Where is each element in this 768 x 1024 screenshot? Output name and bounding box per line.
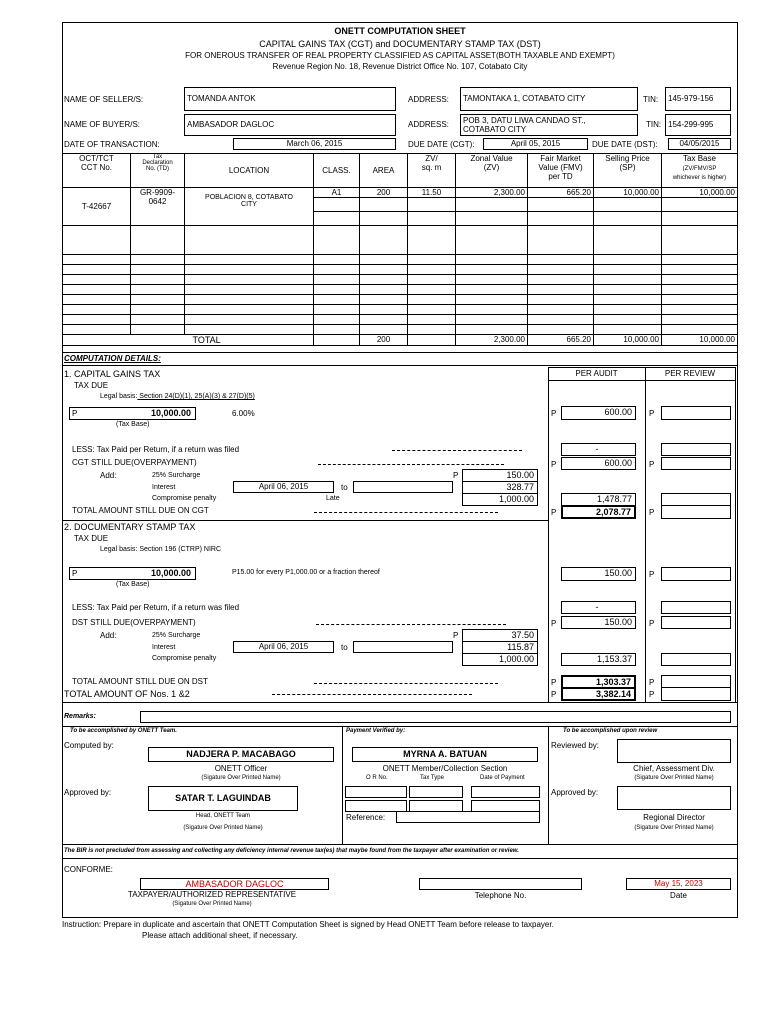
seller-label: NAME OF SELLER/S:: [64, 95, 144, 104]
cgt-total-review-field[interactable]: [661, 505, 731, 519]
cgt-section-title: 1. CAPITAL GAINS TAX: [64, 369, 161, 379]
dst-less-review-field[interactable]: [661, 601, 731, 614]
table-row: [63, 285, 738, 295]
transaction-date-field[interactable]: March 06, 2015: [233, 138, 396, 150]
peso-sign: P: [649, 678, 655, 687]
dst-surcharge-label: 25% Surcharge: [152, 632, 201, 639]
dst-add-total-field[interactable]: 1,153.37: [561, 653, 636, 666]
dst-section-title: 2. DOCUMENTARY STAMP TAX: [64, 522, 196, 532]
cgt-penalty-label: Compromise penalty: [152, 495, 217, 502]
cgt-interest-field[interactable]: 328.77: [462, 481, 538, 494]
dst-still-due-label: DST STILL DUE(OVERPAYMENT): [72, 618, 196, 627]
col-oct: OCT/TCT CCT No.: [63, 154, 131, 188]
cgt-still-due-review-field[interactable]: [661, 457, 731, 470]
divider: [62, 365, 738, 366]
divider: [548, 726, 549, 844]
divider: [62, 520, 548, 521]
grand-total-audit-field[interactable]: 3,382.14: [561, 687, 636, 701]
dst-add-review-field[interactable]: [661, 653, 731, 666]
table-row: [63, 295, 738, 305]
col-zonal-value: Zonal Value (ZV): [456, 154, 528, 188]
col-area: AREA: [360, 154, 408, 188]
peso-sign: P: [72, 409, 78, 418]
verifier-title: ONETT Member/Collection Section: [382, 764, 508, 773]
total-area: 200: [360, 335, 408, 346]
cell-location: POBLACION 8, COTABATO CITY: [185, 188, 314, 226]
cgt-add-label: Add:: [100, 471, 117, 480]
peso-sign: P: [649, 690, 655, 699]
approved-by-field[interactable]: SATAR T. LAGUINDAB: [148, 786, 298, 811]
total-zonal-value: 2,300.00: [456, 335, 528, 346]
peso-sign: P: [649, 570, 655, 579]
peso-sign: P: [551, 690, 557, 699]
dst-tax-base-field[interactable]: [69, 567, 196, 580]
peso-sign: P: [551, 409, 557, 418]
date-field[interactable]: May 15, 2023: [626, 878, 731, 890]
dst-tax-due-label: TAX DUE: [74, 534, 109, 543]
peso-sign: P: [649, 409, 655, 418]
total-label: TOTAL: [185, 335, 314, 346]
audit-col-left: [548, 367, 549, 702]
cgt-total-label: TOTAL AMOUNT STILL DUE ON CGT: [72, 506, 209, 515]
table-total-row: [63, 335, 738, 346]
dst-interest-to: to: [341, 643, 348, 652]
dst-interest-from-field[interactable]: April 06, 2015: [233, 641, 334, 653]
regional-director-title: Regional Director: [643, 813, 705, 822]
telephone-field[interactable]: [419, 878, 582, 890]
audit-col-right: [735, 367, 736, 702]
peso-sign: P: [551, 619, 557, 628]
cgt-tax-base-value: 10,000.00: [150, 408, 191, 418]
computed-by-field[interactable]: NADJERA P. MACABAGO: [148, 747, 334, 762]
signature-label: (Sigature Over Printed Name): [634, 775, 714, 781]
date-payment-label: Date of Payment: [480, 775, 525, 781]
computed-by-label: Computed by:: [64, 741, 114, 750]
divider: [548, 380, 735, 381]
leader-line: [314, 512, 498, 513]
per-review-header: PER REVIEW: [664, 369, 716, 378]
cgt-still-due-label: CGT STILL DUE(OVERPAYMENT): [72, 458, 197, 467]
col-zv-sqm: ZV/ sq. m: [408, 154, 456, 188]
cell-tax-base: 10,000.00: [662, 188, 738, 198]
conforme-label: CONFORME:: [64, 865, 113, 874]
divider: [62, 352, 738, 353]
col-tax-base: Tax Base (ZV/FMV/SP whichever is higher): [662, 154, 738, 188]
total-selling-price: 10,000.00: [594, 335, 662, 346]
tax-type-label: Tax Type: [420, 775, 444, 781]
review-note: To be accomplished upon review: [563, 728, 658, 734]
cgt-interest-from-field[interactable]: April 06, 2015: [233, 481, 334, 493]
form-subtitle-1: CAPITAL GAINS TAX (CGT) and DOCUMENTARY STAMP TAX (DST): [259, 39, 541, 49]
dst-due-review-field[interactable]: [661, 567, 731, 581]
reference-field[interactable]: [396, 811, 540, 823]
date-label: Date: [670, 891, 687, 900]
cgt-interest-label: Interest: [152, 484, 176, 491]
cgt-add-total-field[interactable]: 1,478.77: [561, 493, 636, 506]
cgt-less-label: LESS: Tax Paid per Return, if a return was filed: [72, 445, 240, 454]
divider: [342, 726, 343, 844]
cell-oct: T-42667: [63, 188, 131, 226]
divider: [62, 702, 738, 703]
date-payment-field[interactable]: [471, 786, 540, 798]
due-date-dst-field[interactable]: 04/05/2015: [668, 138, 731, 150]
cell-class: A1: [314, 188, 360, 198]
cgt-surcharge-field[interactable]: 150.00: [462, 469, 538, 482]
divider: [62, 858, 738, 859]
form-subtitle-2: FOR ONEROUS TRANSFER OF REAL PROPERTY CLASSIFIED AS CAPITAL ASSET(BOTH TAXABLE AND EXEMPT): [185, 51, 615, 60]
dst-surcharge-field[interactable]: 37.50: [462, 629, 538, 642]
col-fmv: Fair Market Value (FMV) per TD: [528, 154, 594, 188]
cell-zv-sqm: 11.50: [408, 188, 456, 198]
col-tax-declaration: Tax Declaration No. (TD): [131, 154, 185, 188]
instruction-text-2: Please attach additional sheet, if necessary.: [142, 931, 298, 940]
peso-sign: P: [551, 678, 557, 687]
reference-label: Reference:: [346, 813, 386, 822]
cgt-penalty-field[interactable]: 1,000.00: [462, 493, 538, 506]
dst-legal-basis: Legal basis: Section 196 (CTRP) NIRC: [100, 546, 222, 553]
buyer-address-label: ADDRESS:: [408, 120, 449, 129]
table-header-row: [63, 154, 738, 188]
col-selling-price: Selling Price (SP): [594, 154, 662, 188]
dst-tax-base-value: 10,000.00: [150, 568, 191, 578]
remarks-field[interactable]: [140, 711, 731, 723]
reviewed-by-field[interactable]: [617, 739, 731, 763]
peso-sign: P: [649, 460, 655, 469]
cgt-due-review-field[interactable]: [661, 406, 731, 420]
cgt-surcharge-label: 25% Surcharge: [152, 472, 201, 479]
due-date-cgt-label: DUE DATE (CGT):: [408, 140, 475, 149]
buyer-tin-field[interactable]: 154-299-995: [665, 114, 731, 136]
seller-tin-field[interactable]: 145-979-156: [665, 87, 731, 111]
cell-zonal-value: 2,300.00: [456, 188, 528, 198]
dst-less-audit-field[interactable]: -: [561, 601, 636, 614]
dst-rate: P15.00 for every P1,000.00 or a fraction thereof: [232, 569, 380, 576]
col-location: LOCATION: [185, 154, 314, 188]
dst-still-due-review-field[interactable]: [661, 616, 731, 629]
form-title: ONETT COMPUTATION SHEET: [334, 26, 466, 36]
cgt-less-audit-field[interactable]: -: [561, 443, 636, 456]
cgt-due-audit-field[interactable]: 600.00: [561, 406, 636, 420]
cgt-rate: 6.00%: [232, 409, 255, 418]
buyer-tin-label: TIN:: [646, 120, 662, 129]
approved-by-field-2[interactable]: [617, 786, 731, 810]
reviewed-by-label: Reviewed by:: [551, 741, 600, 750]
dst-penalty-label: Compromise penalty: [152, 655, 217, 662]
peso-sign: P: [649, 619, 655, 628]
peso-sign: P: [453, 631, 459, 640]
cell-selling-price: 10,000.00: [594, 188, 662, 198]
leader-line: [392, 450, 522, 451]
cgt-tax-base-field[interactable]: [69, 407, 196, 420]
cell-area: 200: [360, 188, 408, 198]
total-fmv: 665.20: [528, 335, 594, 346]
dst-interest-label: Interest: [152, 644, 176, 651]
cgt-total-audit-field[interactable]: 2,078.77: [561, 505, 636, 519]
signature-label: (Sigature Over Printed Name): [183, 825, 263, 831]
divider: [62, 844, 738, 845]
signature-label: (Sigature Over Printed Name): [172, 901, 252, 907]
approved-by-label-2: Approved by:: [551, 788, 599, 797]
table-row: [63, 255, 738, 265]
cgt-tax-base-label: (Tax Base): [116, 421, 150, 428]
dst-interest-to-field[interactable]: [353, 641, 453, 653]
grand-total-label: TOTAL AMOUNT OF Nos. 1 &2: [64, 689, 190, 699]
seller-address-label: ADDRESS:: [408, 95, 449, 104]
cgt-legal-basis: Legal basis: Section 24(D)(1), 25(A)(3) & 27(D)(5): [100, 393, 255, 400]
payment-note: Payment Verified by:: [346, 728, 406, 734]
dst-penalty-field[interactable]: 1,000.00: [462, 653, 538, 666]
table-row: [63, 305, 738, 315]
peso-sign: P: [453, 471, 459, 480]
dst-less-label: LESS: Tax Paid per Return, if a return was filed: [72, 603, 240, 612]
leader-line: [314, 683, 498, 684]
cgt-still-due-audit-field[interactable]: 600.00: [561, 457, 636, 470]
instruction-text: Instruction: Prepare in duplicate and ascertain that ONETT Computation Sheet is signed by Head ONETT Team before release to taxpayer.: [62, 920, 554, 929]
computed-by-title: ONETT Officer: [214, 764, 268, 773]
divider: [548, 367, 735, 368]
audit-col-mid: [645, 367, 646, 702]
or-number-label: O R No.: [366, 775, 388, 781]
table-row: [63, 325, 738, 335]
leader-line: [316, 624, 506, 625]
dst-interest-field[interactable]: 115.87: [462, 641, 538, 654]
per-audit-header: PER AUDIT: [575, 369, 618, 378]
table-row: [63, 188, 738, 198]
peso-sign: P: [551, 460, 557, 469]
bir-note: The BIR is not precluded from assessing and collecting any deficiency internal revenue tax(es) that maybe found from the taxpayer after examination or review.: [64, 848, 519, 854]
signature-label: (Sigature Over Printed Name): [634, 825, 714, 831]
computation-title: COMPUTATION DETAILS:: [64, 354, 161, 363]
cell-fmv: 665.20: [528, 188, 594, 198]
dst-total-label: TOTAL AMOUNT STILL DUE ON DST: [72, 677, 208, 686]
cgt-interest-to-field[interactable]: [353, 481, 453, 493]
buyer-address-field[interactable]: [460, 114, 638, 136]
property-table: [62, 153, 738, 346]
cgt-tax-due-label: TAX DUE: [74, 381, 109, 390]
due-date-dst-label: DUE DATE (DST):: [592, 140, 658, 149]
total-tax-base: 10,000.00: [662, 335, 738, 346]
seller-address-field[interactable]: TAMONTAKA 1, COTABATO CITY: [460, 87, 638, 111]
taxpayer-label: TAXPAYER/AUTHORIZED REPRESENTATIVE: [127, 890, 297, 899]
buyer-address-line2: COTABATO CITY: [463, 125, 527, 134]
buyer-field[interactable]: AMBASADOR DAGLOC: [184, 114, 396, 136]
table-row: [63, 275, 738, 285]
dst-total-audit-field[interactable]: 1,303.37: [561, 675, 636, 689]
onett-note: To be accomplished by ONETT Team.: [70, 728, 177, 734]
seller-tin-label: TIN:: [643, 95, 659, 104]
peso-sign: P: [72, 569, 78, 578]
approved-by-label: Approved by:: [64, 788, 112, 797]
remarks-label: Remarks:: [64, 713, 96, 720]
dst-add-label: Add:: [100, 631, 117, 640]
dst-due-audit-field[interactable]: 150.00: [561, 567, 636, 581]
form-subtitle-3: Revenue Region No. 18, Revenue District Office No. 107, Cotabato City: [272, 62, 528, 71]
divider: [62, 726, 738, 727]
col-class: CLASS.: [314, 154, 360, 188]
signature-label: (Sigature Over Printed Name): [201, 775, 281, 781]
chief-title: Chief, Assessment Div.: [633, 764, 715, 773]
seller-field[interactable]: TOMANDA ANTOK: [184, 87, 396, 111]
telephone-label: Telephone No.: [474, 891, 527, 900]
table-row: [63, 226, 738, 255]
buyer-address-line1: POB 3, DATU LIWA CANDAO ST.,: [463, 116, 586, 125]
or-number-field[interactable]: [345, 786, 407, 798]
peso-sign: P: [551, 508, 557, 517]
taxpayer-name-field[interactable]: AMBASADOR DAGLOC: [140, 878, 329, 890]
dst-tax-base-label: (Tax Base): [116, 581, 150, 588]
cgt-interest-to: to: [341, 483, 348, 492]
transaction-date-label: DATE OF TRANSACTION:: [64, 140, 160, 149]
cell-td: GR-9909- 0642: [131, 188, 185, 226]
leader-line: [318, 464, 504, 465]
tax-type-field[interactable]: [409, 786, 463, 798]
table-row: [63, 315, 738, 325]
approver-title: Head, ONETT Team: [195, 813, 251, 819]
table-row: [63, 265, 738, 275]
leader-line: [272, 694, 472, 695]
buyer-label: NAME OF BUYER/S:: [64, 120, 141, 129]
peso-sign: P: [649, 508, 655, 517]
dst-still-due-audit-field[interactable]: 150.00: [561, 616, 636, 629]
due-date-cgt-field[interactable]: April 05, 2015: [483, 138, 588, 150]
cgt-late-label: Late: [326, 495, 340, 502]
grand-total-review-field[interactable]: [661, 687, 731, 701]
cgt-less-review-field[interactable]: [661, 443, 731, 456]
verifier-field[interactable]: MYRNA A. BATUAN: [352, 747, 538, 762]
